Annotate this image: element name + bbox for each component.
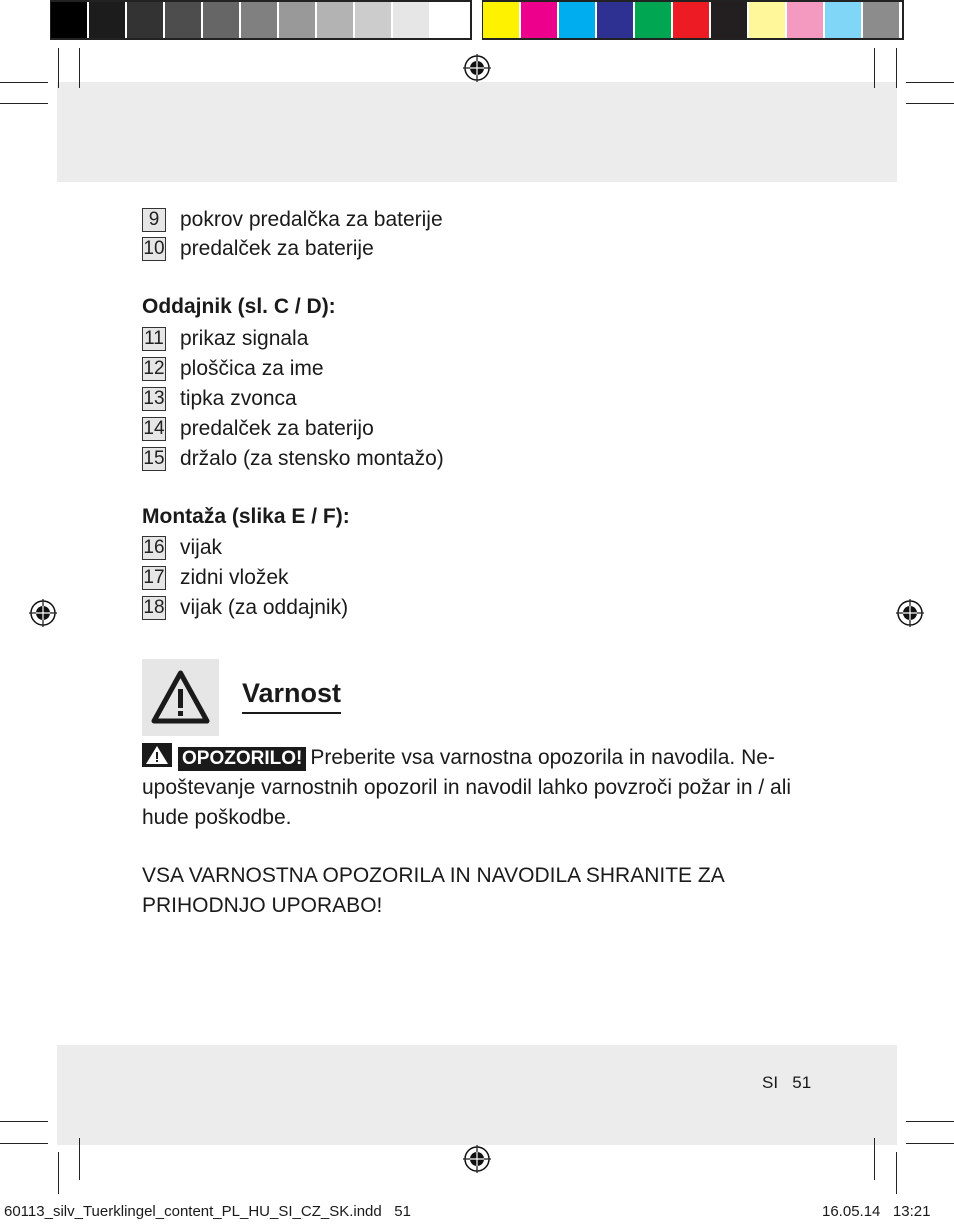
warning-badge: OPOZORILO!: [178, 747, 306, 771]
crop-mark: [874, 1138, 875, 1180]
item-number: 12: [143, 358, 165, 379]
color-swatch: [597, 2, 633, 38]
registration-mark-icon: [29, 599, 57, 627]
color-swatch: [241, 2, 277, 38]
registration-mark-icon: [896, 599, 924, 627]
warning-paragraph: [142, 743, 822, 833]
list-item: [142, 416, 374, 442]
mounting-heading: Montaža (slika E / F):: [142, 505, 350, 528]
page-lang: SI: [762, 1073, 779, 1092]
footer-filename: 60113_silv_Tuerklingel_content_PL_HU_SI_CZ_SK.indd 51: [4, 1203, 411, 1220]
color-swatch: [483, 2, 519, 38]
color-swatch: [431, 2, 467, 38]
footer-band: [57, 1045, 897, 1145]
list-item: [142, 236, 374, 262]
item-number: 15: [143, 448, 165, 469]
page-num: 51: [792, 1073, 812, 1092]
crop-mark: [58, 1152, 59, 1194]
warning-text: hude poškodbe.: [142, 806, 292, 829]
crop-mark: [58, 48, 59, 88]
warning-triangle-icon: [142, 743, 172, 767]
crop-mark: [906, 103, 954, 104]
color-swatch: [521, 2, 557, 38]
list-item: [142, 207, 443, 233]
crop-mark: [874, 48, 875, 88]
color-swatch: [89, 2, 125, 38]
list-item: [142, 446, 444, 472]
item-number: 9: [142, 208, 166, 232]
color-swatch: [711, 2, 747, 38]
header-band: [57, 82, 897, 182]
item-label: predalček za baterijo: [180, 417, 374, 440]
page-number: [762, 1073, 811, 1093]
color-swatch: [317, 2, 353, 38]
color-swatch: [279, 2, 315, 38]
crop-mark: [0, 1121, 48, 1122]
color-swatch: [673, 2, 709, 38]
warning-icon-box: [142, 659, 219, 736]
color-swatch: [165, 2, 201, 38]
list-item: [142, 356, 324, 382]
notice-line: PRIHODNJO UPORABO!: [142, 894, 383, 917]
item-number: 10: [143, 238, 165, 259]
item-number: 17: [143, 567, 165, 588]
item-label: tipka zvonca: [180, 387, 297, 410]
transmitter-heading: Oddajnik (sl. C / D):: [142, 295, 336, 318]
item-label: držalo (za stensko montažo): [180, 447, 444, 470]
crop-mark: [896, 1152, 897, 1194]
footer-timestamp: 16.05.14 13:21: [822, 1203, 931, 1220]
list-item: [142, 386, 297, 412]
color-swatch: [127, 2, 163, 38]
item-label: zidni vložek: [180, 566, 289, 589]
color-swatch: [825, 2, 861, 38]
warning-text: Preberite vsa varnostna opozorila in navodila. Ne-: [310, 746, 775, 769]
item-label: prikaz signala: [180, 327, 309, 350]
color-swatch: [749, 2, 785, 38]
color-swatch: [203, 2, 239, 38]
item-label: predalček za baterije: [180, 237, 374, 260]
colorbar-left: [50, 0, 468, 40]
color-swatch: [355, 2, 391, 38]
registration-mark-icon: [463, 1145, 491, 1173]
crop-mark: [79, 48, 80, 88]
list-item: [142, 565, 289, 591]
item-number: 14: [143, 418, 165, 439]
list-item: [142, 535, 222, 561]
color-swatch: [863, 2, 899, 38]
crop-mark: [0, 103, 48, 104]
crop-mark: [906, 1121, 954, 1122]
item-label: ploščica za ime: [180, 357, 324, 380]
crop-mark: [0, 82, 48, 83]
color-swatch: [635, 2, 671, 38]
color-swatch: [393, 2, 429, 38]
warning-triangle-icon: [142, 659, 219, 736]
item-number: 18: [143, 597, 165, 618]
notice-line: VSA VARNOSTNA OPOZORILA IN NAVODILA SHRANITE ZA: [142, 864, 725, 887]
colorbar-right: [482, 0, 900, 40]
item-label: pokrov predalčka za baterije: [180, 208, 443, 231]
crop-mark: [79, 1138, 80, 1180]
item-number: 11: [142, 327, 166, 351]
list-item: [142, 595, 348, 621]
color-swatch: [51, 2, 87, 38]
item-label: vijak: [180, 536, 223, 559]
color-swatch: [559, 2, 595, 38]
crop-mark: [896, 48, 897, 88]
warning-text: upoštevanje varnostnih opozoril in navodil lahko povzroči požar in / ali: [142, 776, 792, 799]
crop-mark: [906, 82, 954, 83]
registration-mark-icon: [463, 54, 491, 82]
item-number: 13: [143, 388, 165, 409]
crop-mark: [906, 1143, 954, 1144]
list-item: [142, 326, 308, 352]
save-instructions-notice: [142, 861, 822, 921]
crop-mark: [0, 1143, 48, 1144]
section-title: Varnost: [242, 678, 341, 714]
item-number: 16: [143, 537, 165, 558]
item-label: vijak (za oddajnik): [180, 596, 349, 619]
color-swatch: [787, 2, 823, 38]
